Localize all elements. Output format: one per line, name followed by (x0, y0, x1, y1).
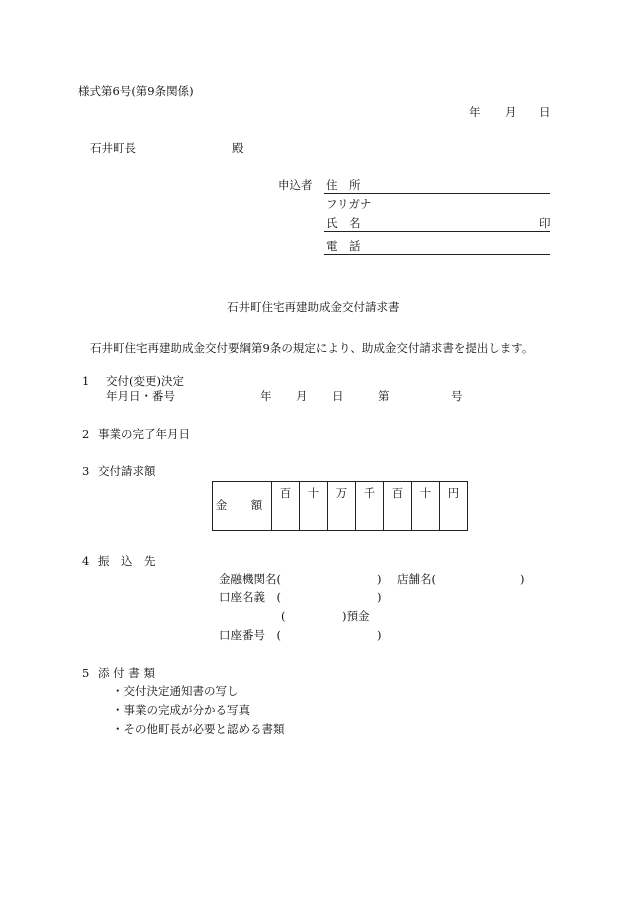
honorific: 殿 (232, 141, 244, 155)
item4-label: 振 込 先 (98, 554, 156, 568)
date-day-label: 日 (539, 105, 551, 119)
name-label: 氏 名 (326, 216, 361, 230)
address-line (324, 193, 550, 194)
attachment-item: ・事業の完成が分かる写真 (112, 703, 250, 717)
holder-close: ) (377, 590, 382, 604)
item1-go: 号 (451, 389, 463, 403)
amount-unit-man-cell[interactable]: 万 (328, 482, 356, 531)
form-number: 様式第6号(第9条関係) (78, 84, 194, 98)
intro-text: 石井町住宅再建助成金交付要綱第9条の規定により、助成金交付請求書を提出します。 (90, 341, 534, 355)
amount-unit-hyaku-cell[interactable]: 百 (384, 482, 412, 531)
date-month-label: 月 (505, 105, 517, 119)
item1-year: 年 (260, 389, 272, 403)
holder-label: 口座名義 ( (219, 590, 281, 604)
attachment-item: ・その他町長が必要と認める書類 (112, 722, 285, 736)
applicant-label: 申込者 (278, 178, 313, 192)
phone-line (324, 254, 550, 255)
phone-label: 電 話 (326, 239, 361, 253)
seal-label: 印 (539, 216, 551, 230)
item1-label: 交付(変更)決定 (106, 374, 184, 388)
item2-label: 事業の完了年月日 (98, 427, 190, 441)
item3-label: 交付請求額 (98, 464, 156, 478)
date-year-label: 年 (469, 105, 481, 119)
item4-number: 4 (82, 554, 90, 568)
amount-unit-sen-cell[interactable]: 千 (356, 482, 384, 531)
amount-unit-hyaku-man-cell[interactable]: 百 (272, 482, 300, 531)
address-label: 住 所 (326, 178, 361, 192)
item5-label: 添 付 書 類 (98, 666, 155, 680)
item3-number: 3 (82, 464, 90, 478)
branch-close: ) (520, 572, 525, 586)
item1-dai: 第 (378, 389, 390, 403)
account-number-close: ) (377, 628, 382, 642)
document-title: 石井町住宅再建助成金交付請求書 (227, 300, 400, 314)
item2-number: 2 (82, 427, 90, 441)
item1-day: 日 (332, 389, 344, 403)
item1-sublabel: 年月日・番号 (106, 389, 175, 403)
branch-label: 店舗名( (397, 572, 436, 586)
deposit-type-open: ( (281, 609, 286, 623)
deposit-type-close: )預金 (342, 609, 370, 623)
amount-label: 金 額 (213, 482, 272, 531)
amount-unit-ju-man-cell[interactable]: 十 (300, 482, 328, 531)
amount-table (212, 481, 468, 531)
item1-month: 月 (296, 389, 308, 403)
item5-number: 5 (82, 666, 90, 680)
item1-number: 1 (82, 374, 90, 388)
attachment-item: ・交付決定通知書の写し (112, 684, 239, 698)
addressee: 石井町長 (90, 141, 136, 155)
account-number-label: 口座番号 ( (219, 628, 281, 642)
bank-close: ) (377, 572, 382, 586)
amount-unit-ju-cell[interactable]: 十 (412, 482, 440, 531)
amount-unit-en-cell[interactable]: 円 (440, 482, 468, 531)
bank-label: 金融機関名( (219, 572, 281, 586)
furigana-label: フリガナ (326, 197, 372, 211)
name-line (324, 231, 550, 232)
